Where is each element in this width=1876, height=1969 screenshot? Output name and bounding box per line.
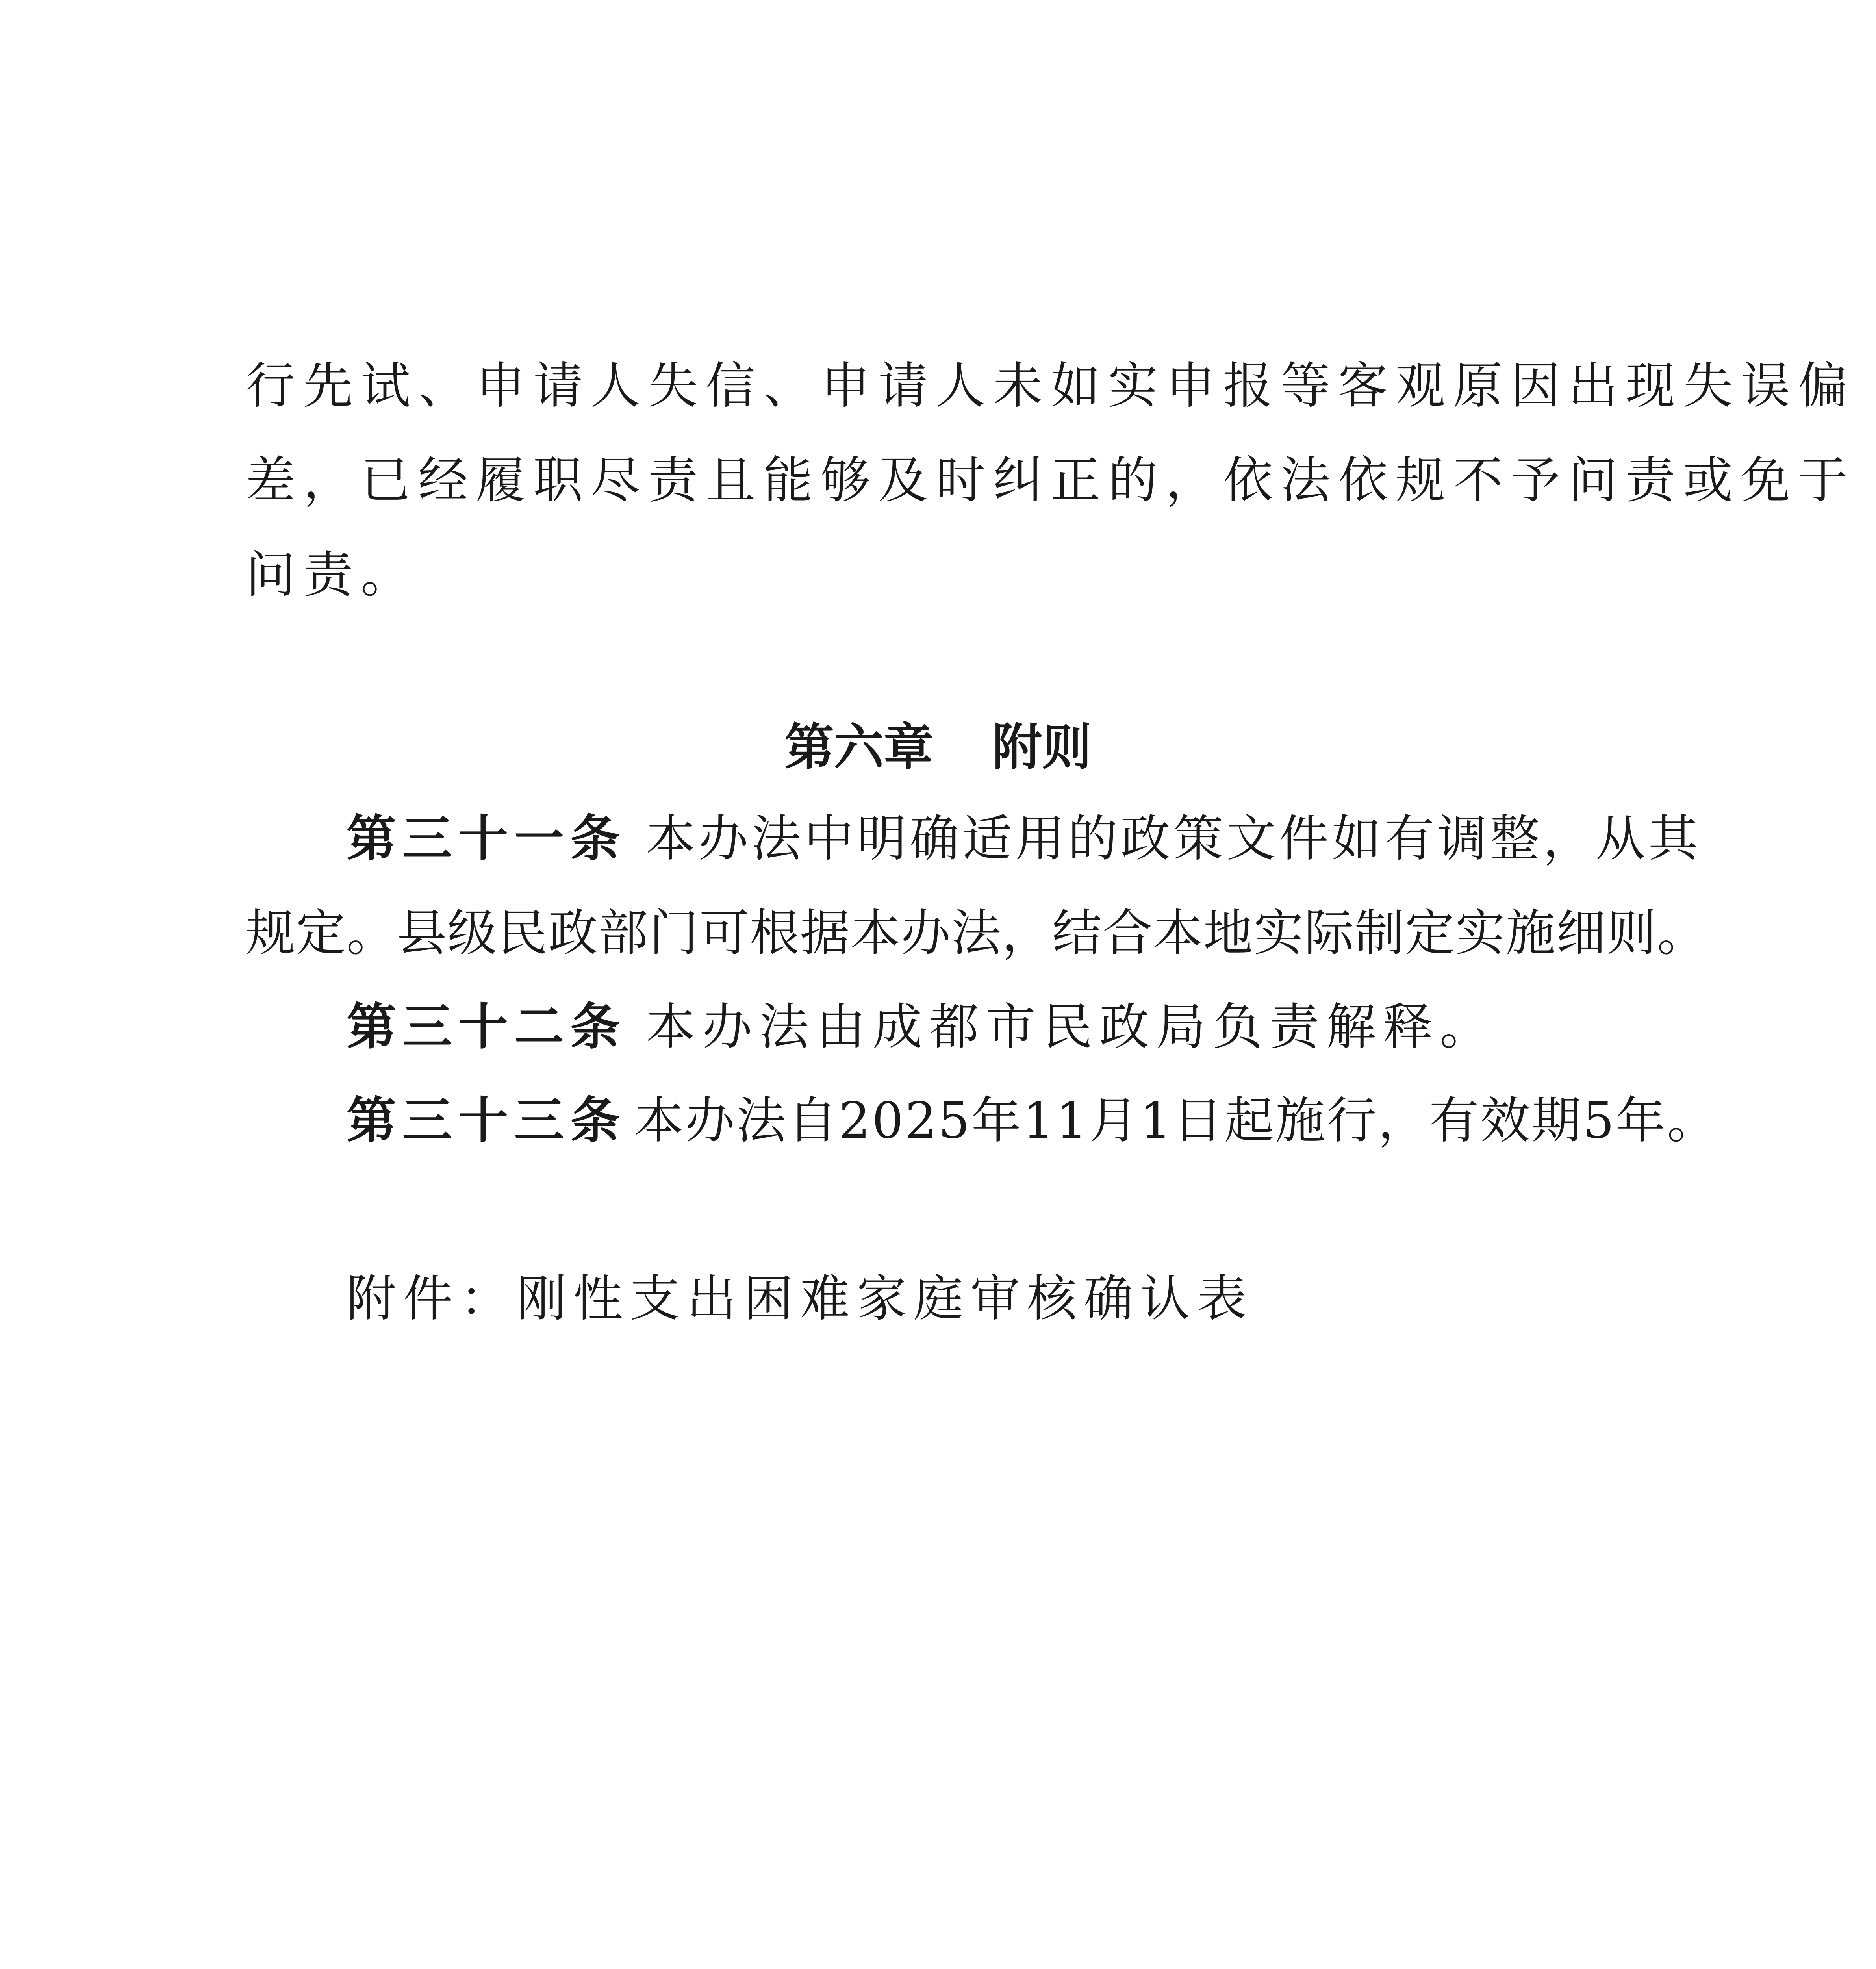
article-text: 本办法由成都市民政局负责解释。 [646, 998, 1496, 1056]
article-text: 规定。县级民政部门可根据本办法，结合本地实际制定实施细则。 [246, 904, 1707, 962]
chapter-number: 第六章 [784, 718, 933, 776]
article-text: 本办法自2025年11月1日起施行，有效期5年。 [634, 1092, 1718, 1150]
chapter-heading [0, 716, 1876, 779]
attachment-text: 附件：刚性支出困难家庭审核确认表 [347, 1270, 1254, 1327]
article-heading: 第三十一条 [347, 810, 626, 868]
paragraph-text: 差，已经履职尽责且能够及时纠正的，依法依规不予问责或免于 [246, 451, 1856, 509]
paragraph-text: 行先试、申请人失信、申请人未如实申报等客观原因出现失误偏 [246, 357, 1856, 415]
chapter-title: 附则 [992, 718, 1092, 776]
article-heading: 第三十三条 [347, 1092, 626, 1150]
article-heading: 第三十二条 [347, 998, 626, 1056]
article-text: 本办法中明确适用的政策文件如有调整，从其 [646, 810, 1701, 868]
paragraph-text: 问责。 [246, 546, 418, 604]
